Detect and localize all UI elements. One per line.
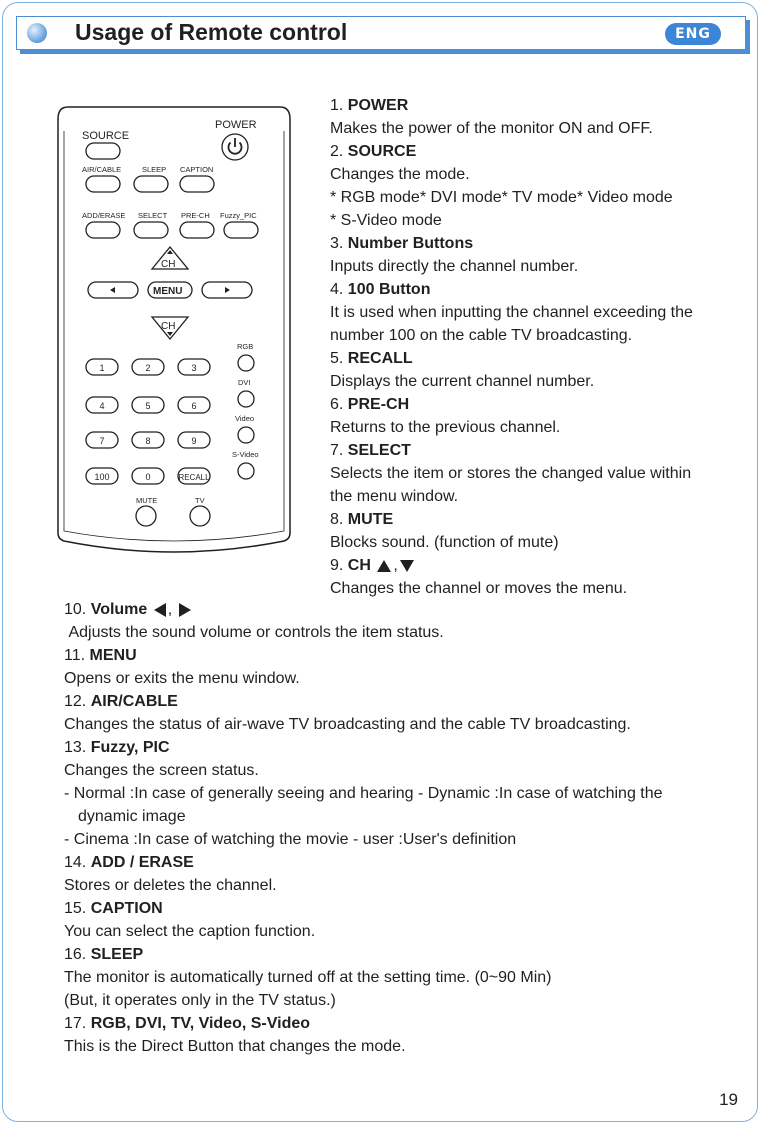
remote-menu-label: MENU [153,286,183,297]
key-0-label: 0 [145,472,151,482]
item-15-heading: 15. CAPTION [64,900,163,917]
item-13-desc-4: - Cinema :In case of watching the movie - user :User's definition [64,831,517,848]
remote-tv-label: TV [195,496,205,505]
sleep-button[interactable] [134,176,168,192]
item-17-heading: 17. RGB, DVI, TV, Video, S-Video [64,1015,311,1032]
description-column-right [330,94,750,600]
air-cable-button[interactable] [86,176,120,192]
item-12-heading: 12. AIR/CABLE [64,693,178,710]
item-2-heading: 2. SOURCE [330,143,417,160]
key-7-label: 7 [99,436,105,446]
page-number: 19 [719,1090,738,1109]
item-6-desc: Returns to the previous channel. [330,419,561,436]
item-14-heading: 14. ADD / ERASE [64,854,194,871]
bullet-icon [27,23,47,43]
remote-source-label: SOURCE [82,130,130,142]
item-16-heading: 16. SLEEP [64,946,144,963]
item-16-desc-2: (But, it operates only in the TV status.) [64,992,336,1009]
right-triangle-icon [179,603,191,617]
item-13-desc: Changes the screen status. [64,762,259,779]
item-8-desc: Blocks sound. (function of mute) [330,534,559,551]
remote-s-video-label: S-Video [232,450,259,459]
key-6-label: 6 [191,401,197,411]
item-4-heading: 4. 100 Button [330,281,431,298]
remote-air-cable-label: AIR/CABLE [82,165,122,174]
item-11-desc: Opens or exits the menu window. [64,670,300,687]
pre-ch-button[interactable] [180,222,214,238]
remote-ch-down-label: CH [161,321,176,332]
item-3-heading: 3. Number Buttons [330,235,474,252]
key-100-label: 100 [94,472,110,482]
fuzzy-pic-button[interactable] [224,222,258,238]
remote-pre-ch-label: PRE-CH [181,211,210,220]
remote-control-illustration [54,103,294,560]
item-15-desc: You can select the caption function. [64,923,316,940]
item-9-desc: Changes the channel or moves the menu. [330,580,628,597]
item-7-desc: Selects the item or stores the changed value within [330,465,692,482]
add-erase-button[interactable] [86,222,120,238]
item-2-desc-3: * S-Video mode [330,212,442,229]
remote-add-erase-label: ADD/ERASE [82,211,126,220]
item-2-desc-2: * RGB mode* DVI mode* TV mode* Video mode [330,189,673,206]
item-13-desc-3: dynamic image [78,808,186,825]
select-button[interactable] [134,222,168,238]
item-12-desc: Changes the status of air-wave TV broadcasting and the cable TV broadcasting. [64,716,631,733]
key-3-label: 3 [191,363,197,373]
remote-select-label: SELECT [138,211,168,220]
remote-mute-label: MUTE [136,496,158,505]
item-14-desc: Stores or deletes the channel. [64,877,277,894]
page-title: Usage of Remote control [75,19,348,45]
down-triangle-icon [400,560,414,572]
remote-caption-label: CAPTION [180,165,214,174]
item-7-heading: 7. SELECT [330,442,411,459]
recall-label: RECALL [178,473,210,482]
source-button[interactable] [86,143,120,159]
item-16-desc: The monitor is automatically turned off at the setting time. (0~90 Min) [64,969,552,986]
item-1-desc: Makes the power of the monitor ON and OFF. [330,120,653,137]
item-4-desc-2: number 100 on the cable TV broadcasting. [330,327,633,344]
item-13-heading: 13. Fuzzy, PIC [64,739,170,756]
s-video-button[interactable] [238,463,254,479]
remote-rgb-label: RGB [237,342,254,351]
tv-button[interactable] [190,506,210,526]
remote-sleep-label: SLEEP [142,165,167,174]
remote-fuzzy-pic-label: Fuzzy_PIC [220,211,257,220]
item-6-heading: 6. PRE-CH [330,396,410,413]
remote-ch-up-label: CH [161,259,176,270]
remote-video-label: Video [235,414,255,423]
item-7-desc-2: the menu window. [330,488,459,505]
remote-dvi-label: DVI [238,378,251,387]
remote-power-label: POWER [215,119,257,131]
item-5-heading: 5. RECALL [330,350,413,367]
item-9-heading: 9. CH , [330,554,750,577]
key-4-label: 4 [99,401,105,411]
item-10-heading: 10. Volume , [64,598,754,621]
item-4-desc: It is used when inputting the channel exceeding the [330,304,693,321]
rgb-button[interactable] [238,355,254,371]
description-column-full [64,598,754,1058]
up-triangle-icon [377,560,391,572]
caption-button[interactable] [180,176,214,192]
item-1-heading: 1. POWER [330,97,409,114]
key-5-label: 5 [145,401,151,411]
left-triangle-icon [154,603,166,617]
key-2-label: 2 [145,363,151,373]
language-badge: ENG [665,23,721,45]
item-3-desc: Inputs directly the channel number. [330,258,579,275]
item-11-heading: 11. MENU [64,647,137,664]
item-8-heading: 8. MUTE [330,511,394,528]
item-10-desc: Adjusts the sound volume or controls the item status. [68,624,444,641]
section-header [16,16,746,50]
key-1-label: 1 [99,363,105,373]
key-9-label: 9 [191,436,197,446]
item-17-desc: This is the Direct Button that changes the mode. [64,1038,406,1055]
dvi-button[interactable] [238,391,254,407]
item-2-desc: Changes the mode. [330,166,470,183]
mute-button[interactable] [136,506,156,526]
key-8-label: 8 [145,436,151,446]
item-13-desc-2: - Normal :In case of generally seeing and hearing - Dynamic :In case of watching the [64,785,663,802]
video-button[interactable] [238,427,254,443]
item-5-desc: Displays the current channel number. [330,373,595,390]
